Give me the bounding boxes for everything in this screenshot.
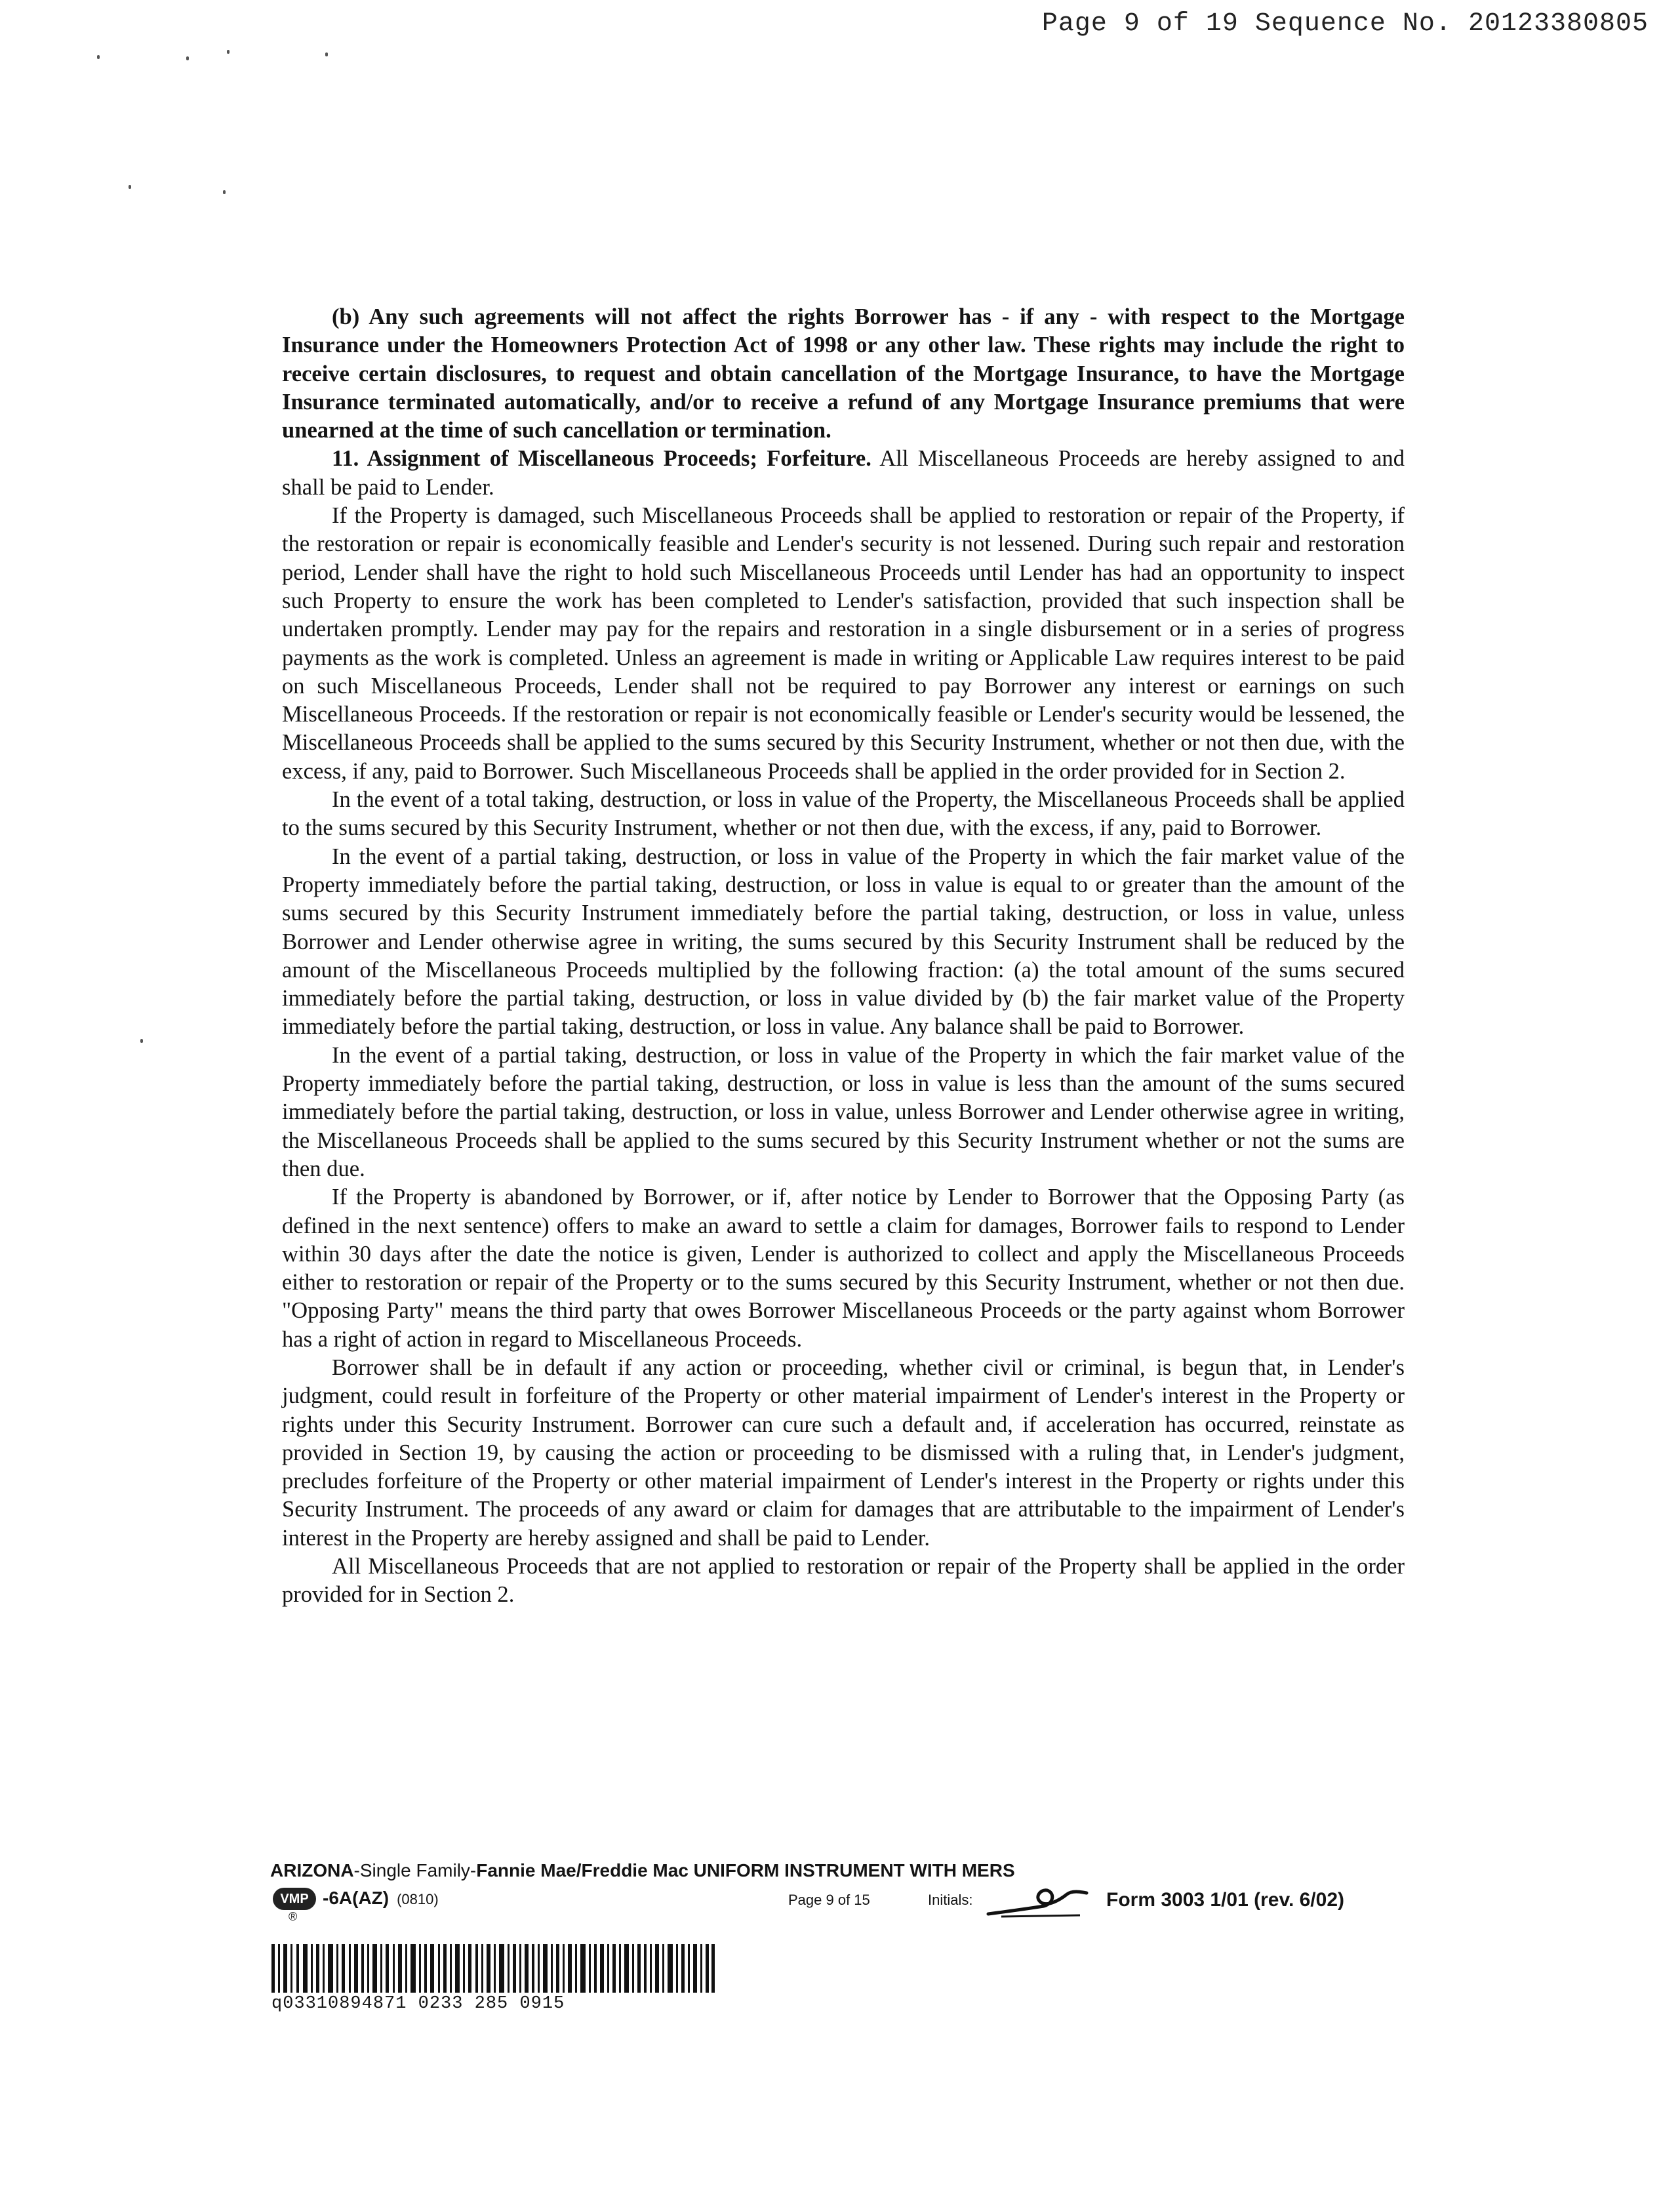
document-body bbox=[282, 303, 1405, 1610]
form-footer bbox=[270, 1860, 1411, 1923]
barcode-number: q03310894871 0233 285 0915 bbox=[271, 1994, 565, 2014]
vmp-logo: VMP bbox=[273, 1888, 316, 1910]
page-header-sequence: Page 9 of 19 Sequence No. 20123380805 bbox=[1041, 9, 1649, 39]
form-code-id: -6A(AZ) bbox=[323, 1888, 390, 1908]
paragraph-partial-taking-less: In the event of a partial taking, destruction, or loss in value of the Property in which the fair market value of the Property immediately before the partial taking, destruction, or loss in value is less than the amount of the sums secured immediately before the partial taking, destruction, or loss in value, unless Borrower and Lender otherwise agree in writing, the Miscellaneous Proceeds shall be applied to the sums secured by this Security Instrument whether or not the sums are then due. bbox=[282, 1042, 1405, 1181]
paragraph-remaining-proceeds: All Miscellaneous Proceeds that are not applied to restoration or repair of the Property shall be applied in the order provided for in Section 2. bbox=[282, 1554, 1405, 1608]
paragraph-mortgage-insurance-rights: (b) Any such agreements will not affect the rights Borrower has - if any - with respect to the Mortgage Insurance under the Homeowners Protection Act of 1998 or any other law. These rights may include the right to receive certain disclosures, to request and obtain cancellation of the Mortgage Insurance, to have the Mortgage Insurance terminated automatically, and/or to receive a refund of any Mortgage Insurance premiums that were unearned at the time of such cancellation or termination. bbox=[282, 304, 1405, 443]
footer-form-number: Form 3003 1/01 (rev. 6/02) bbox=[1106, 1889, 1344, 1911]
scan-speck bbox=[140, 1039, 143, 1043]
footer-state: ARIZONA bbox=[270, 1860, 354, 1881]
scan-speck bbox=[325, 52, 328, 56]
paragraph-property-abandoned: If the Property is abandoned by Borrower, or if, after notice by Lender to Borrower that the Opposing Party (as defined in the next sentence) offers to make an award to settle a claim for damages, Borrower fails to respond to Lender within 30 days after the date the notice is given, Lender is authorized to collect and apply the Miscellaneous Proceeds either to restoration or repair of the Property or to the sums secured by this Security Instrument, whether or not then due. "Opposing Party" means the third party that owes Borrower Miscellaneous Proceeds or the party against whom Borrower has a right of action in regard to Miscellaneous Proceeds. bbox=[282, 1185, 1405, 1352]
paragraph-partial-taking-equal: In the event of a partial taking, destruction, or loss in value of the Property in which the fair market value of the Property immediately before the partial taking, destruction, or loss in value is equal to or greater than the amount of the sums secured by this Security Instrument immediately before the partial taking, destruction, or loss in value, unless Borrower and Lender otherwise agree in writing, the sums secured by this Security Instrument shall be reduced by the amount of the Miscellaneous Proceeds multiplied by the following fraction: (a) the total amount of the sums secured immediately before the partial taking, destruction, or loss in value divided by (b) the fair market value of the Property immediately before the partial taking, destruction, or loss in value. Any balance shall be paid to Borrower. bbox=[282, 844, 1405, 1040]
section-11-text: All Miscellaneous Proceeds are hereby assigned to and shall be paid to Lender. bbox=[282, 446, 1405, 500]
footer-instrument-title: Fannie Mae/Freddie Mac UNIFORM INSTRUMENT WITH MERS bbox=[476, 1860, 1015, 1881]
scan-speck bbox=[223, 190, 226, 194]
registered-mark: ® bbox=[289, 1910, 298, 1923]
footer-page-number: Page 9 of 15 bbox=[788, 1892, 870, 1908]
paragraph-total-taking: In the event of a total taking, destruction, or loss in value of the Property, the Miscellaneous Proceeds shall be applied to the sums secured by this Security Instrument, whether or not then due, with the excess, if any, paid to Borrower. bbox=[282, 787, 1405, 841]
footer-instrument-line bbox=[270, 1860, 1411, 1881]
footer-form-code bbox=[323, 1888, 439, 1909]
paragraph-section-11 bbox=[282, 445, 1405, 502]
paragraph-property-damaged: If the Property is damaged, such Miscellaneous Proceeds shall be applied to restoration or repair of the Property, if the restoration or repair is economically feasible and Lender's security is not lessened. During such repair and restoration period, Lender shall have the right to hold such Miscellaneous Proceeds until Lender has had an opportunity to inspect such Property to ensure the work has been completed to Lender's satisfaction, provided that such inspection shall be undertaken promptly. Lender may pay for the repairs and restoration in a single disbursement or in a series of progress payments as the work is completed. Unless an agreement is made in writing or Applicable Law requires interest to be paid on such Miscellaneous Proceeds, Lender shall not be required to pay Borrower any interest or earnings on such Miscellaneous Proceeds. If the restoration or repair is not economically feasible or Lender's security would be lessened, the Miscellaneous Proceeds shall be applied to the sums secured by this Security Instrument, whether or not then due, with the excess, if any, paid to Borrower. Such Miscellaneous Proceeds shall be applied in the order provided for in Section 2. bbox=[282, 503, 1405, 784]
footer-single-family: -Single Family- bbox=[353, 1860, 477, 1881]
scan-speck bbox=[129, 185, 131, 189]
barcode-icon bbox=[271, 1944, 715, 1993]
scan-speck bbox=[186, 56, 189, 60]
scan-speck bbox=[97, 55, 100, 59]
initials-signature-icon bbox=[982, 1880, 1093, 1926]
footer-form-line bbox=[270, 1884, 1411, 1923]
form-code-date: (0810) bbox=[397, 1891, 439, 1907]
paragraph-borrower-default: Borrower shall be in default if any action or proceeding, whether civil or criminal, is begun that, in Lender's judgment, could result in forfeiture of the Property or other material impairment of Lender's interest in the Property or rights under this Security Instrument. Borrower can cure such a default and, if acceleration has occurred, reinstate as provided in Section 19, by causing the action or proceeding to be dismissed with a ruling that, in Lender's judgment, precludes forfeiture of the Property or other material impairment of Lender's interest in the Property or rights under this Security Instrument. The proceeds of any award or claim for damages that are attributable to the impairment of Lender's interest in the Property are hereby assigned and shall be paid to Lender. bbox=[282, 1354, 1405, 1551]
scan-speck bbox=[227, 50, 230, 54]
initials-label: Initials: bbox=[928, 1892, 973, 1908]
section-11-title: 11. Assignment of Miscellaneous Proceeds; Forfeiture. bbox=[332, 446, 871, 472]
